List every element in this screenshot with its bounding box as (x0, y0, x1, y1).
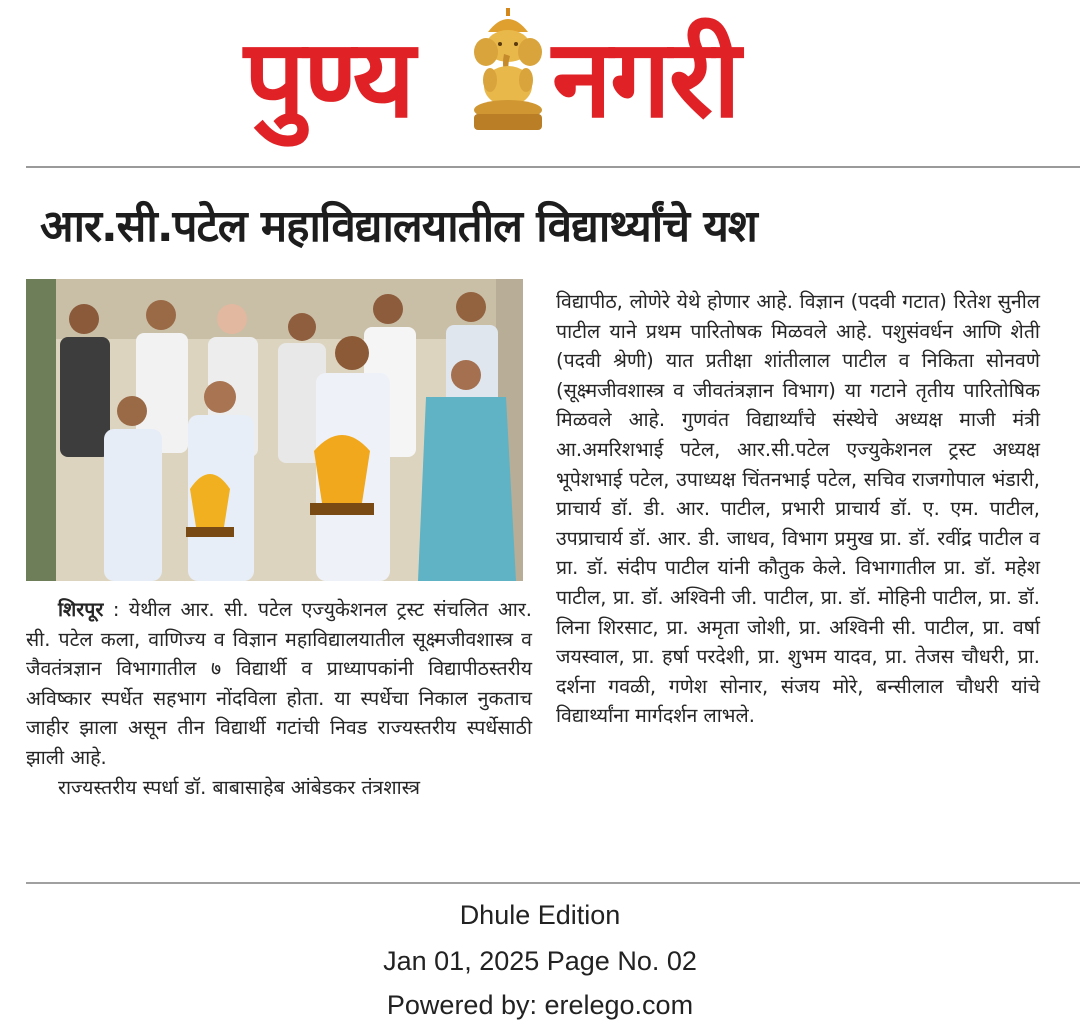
article-dateline: शिरपूर (58, 598, 104, 621)
bottom-divider (26, 882, 1080, 884)
article-paragraph: राज्यस्तरीय स्पर्धा डॉ. बाबासाहेब आंबेडकर तंत्रशास्त्र (58, 775, 420, 799)
article-text: : येथील आर. सी. पटेल एज्युकेशनल ट्रस्ट संचलित आर. सी. पटेल कला, वाणिज्य व विज्ञान महाविद्यालयातील सूक्ष्मजीवशास्त्र व जैवतंत्रज्ञान विभागातील ७ विद्यार्थी व प्राध्यापकांनी विद्यापीठस्तरीय अविष्कार स्पर्धेत सहभाग नोंदविला होता. या स्पर्धेचा निकाल नुकताच जाहीर झाला असून तीन विद्यार्थी गटांची निवड राज्यस्तरीय स्पर्धेसाठी झाली आहे. (26, 598, 532, 769)
article-paragraph (26, 595, 532, 773)
edition-label: Dhule Edition (459, 900, 621, 930)
ganesh-logo-icon (460, 2, 556, 134)
masthead-title-right: नगरी (552, 17, 739, 142)
article-column-left (26, 595, 532, 802)
top-divider (26, 166, 1080, 168)
article-column-right (556, 287, 1040, 731)
article-headline: आर.सी.पटेल महाविद्यालयातील विद्यार्थ्यांचे यश (40, 201, 757, 252)
article-paragraph: विद्यापीठ, लोणेरे येथे होणार आहे. विज्ञान (पदवी गटात) रितेश सुनील पाटील याने प्रथम पारितोषक मिळवले आहे. पशुसंवर्धन आणि शेती (पदवी श्रेणी) यात प्रतीक्षा शांतीलाल पाटील व निकिता सोनवणे (सूक्ष्मजीवशास्त्र व जीवतंत्रज्ञान विभाग) या गटाने तृतीय पारितोषिक मिळवले आहे. गुणवंत विद्यार्थ्यांचे संस्थेचे अध्यक्ष माजी मंत्री आ.अमरिशभाई पटेल, आर.सी.पटेल एज्युकेशनल ट्रस्ट अध्यक्ष भूपेशभाई पटेल, उपाध्यक्ष चिंतनभाई पटेल, सचिव राजगोपाल भंडारी, प्राचार्य डॉ. डी. आर. पाटील, प्रभारी प्राचार्य डॉ. ए. एम. पाटील, उपप्राचार्य डॉ. आर. डी. जाधव, विभाग प्रमुख प्रा. डॉ. रवींद्र पाटील व प्रा. डॉ. संदीप पाटील यांनी कौतुक केले. विभागातील प्रा. डॉ. महेश पाटील, प्रा. डॉ. अश्विनी जी. पाटील, प्रा. डॉ. मोहिनी पाटील, प्रा. डॉ. लिना शिरसाट, प्रा. अमृता जोशी, प्रा. अश्विनी सी. पाटील, प्रा. वर्षा जयस्वाल, प्रा. हर्षा परदेशी, प्रा. शुभम यादव, प्रा. तेजस चौधरी, प्रा. दर्शना गवळी, गणेश सोनार, संजय मोरे, बन्सीलाल चौधरी यांचे विद्यार्थ्यांना मार्गदर्शन लाभले. (556, 290, 1040, 728)
masthead (0, 0, 1080, 165)
masthead-title-left: पुण्य (244, 17, 414, 142)
powered-by-label: Powered by: erelego.com (386, 990, 694, 1020)
date-page-label: Jan 01, 2025 Page No. 02 (383, 946, 697, 976)
article-photo (26, 279, 523, 581)
